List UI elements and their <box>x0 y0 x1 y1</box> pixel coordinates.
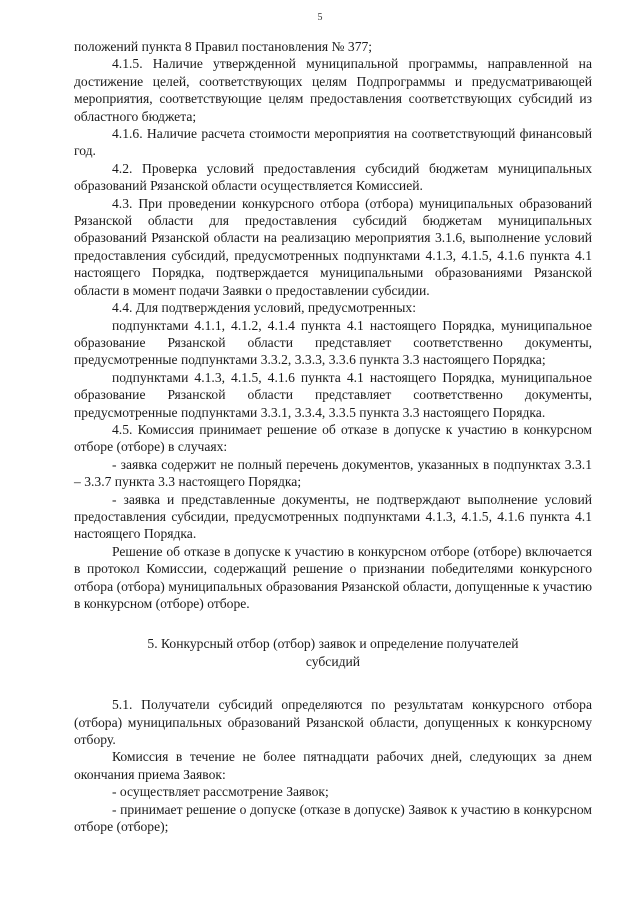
paragraph: - осуществляет рассмотрение Заявок; <box>112 784 329 800</box>
paragraph: Комиссия в течение не более пятнадцати рабочих дней, следующих за днем окончания приема Заявок: <box>74 749 592 782</box>
paragraph: подпунктами 4.1.1, 4.1.2, 4.1.4 пункта 4.1 настоящего Порядка, муниципальное образование Рязанской области представляет соответственно документы, предусмотренные подпунктами 3.3.2, 3.3.3, 3.3.6 пункта 3.3 настоящего Порядка; <box>74 317 592 368</box>
paragraph: - принимает решение о допуске (отказе в допуске) Заявок к участию в конкурсном отборе (отборе); <box>74 801 592 835</box>
paragraph: 4.1.5. Наличие утвержденной муниципальной программы, направленной на достижение целей, соответствующих целям Подпрограммы и предусматривающей мероприятия, соответствующие целям предоставления соответствующих субсидий из областного бюджета; <box>74 56 592 124</box>
paragraph: - заявка содержит не полный перечень документов, указанных в подпунктах 3.3.1 – 3.3.7 пункта 3.3 настоящего Порядка; <box>74 456 592 490</box>
section-heading-line: 5. Конкурсный отбор (отбор) заявок и определение получателей <box>147 636 519 652</box>
section-heading <box>74 635 592 670</box>
paragraph: - заявка и представленные документы, не подтверждают выполнение условий предоставления субсидии, предусмотренных подпунктами 4.1.3, 4.1.5, 4.1.6 пункта 4.1 настоящего Порядка. <box>74 491 592 542</box>
paragraph: 4.4. Для подтверждения условий, предусмотренных: <box>112 300 417 316</box>
paragraph: подпунктами 4.1.3, 4.1.5, 4.1.6 пункта 4.1 настоящего Порядка, муниципальное образование Рязанской области представляет соответственно документы, предусмотренные подпунктами 3.3.1, 3.3.4, 3.3.5 пункта 3.3 настоящего Порядка. <box>74 369 592 420</box>
paragraph: 5.1. Получатели субсидий определяются по результатам конкурсного отбора (отбора) муниципальных образований Рязанской области, допущенных к конкурсному отбору. <box>74 697 592 748</box>
paragraphs-after-heading <box>74 696 592 835</box>
paragraph: 4.3. При проведении конкурсного отбора (отбора) муниципальных образований Рязанской области для предоставления субсидий бюджетам муниципальных образований Рязанской области на реализацию мероприятия 3.1.6, выполнение условий предоставления субсидий, предусмотренных подпунктами 4.1.3, 4.1.5, 4.1.6 пункта 4.1 настоящего Порядка, подтверждается муниципальными образованиями Рязанской области в момент подачи Заявки о предоставлении субсидии. <box>74 195 592 298</box>
paragraph: 4.1.6. Наличие расчета стоимости мероприятия на соответствующий финансовый год. <box>74 126 592 159</box>
document-body <box>74 38 592 835</box>
paragraph: положений пункта 8 Правил постановления № 377; <box>74 39 373 54</box>
paragraph: 4.2. Проверка условий предоставления субсидий бюджетам муниципальных образований Рязанской области осуществляется Комиссией. <box>74 160 592 194</box>
section-heading-line: субсидий <box>305 653 361 669</box>
paragraphs-before-heading <box>74 38 592 612</box>
paragraph: Решение об отказе в допуске к участию в конкурсном отборе (отборе) включается в протокол Комиссии, содержащий решение о признании победителями конкурсного отбора (отбора) муниципальных образования Рязанской области, допущенные к участию в конкурсном (отборе) отборе. <box>74 543 592 611</box>
page-number: 5 <box>317 12 323 23</box>
paragraph: 4.5. Комиссия принимает решение об отказе в допуске к участию в конкурсном отборе (отборе) в случаях: <box>74 421 592 455</box>
